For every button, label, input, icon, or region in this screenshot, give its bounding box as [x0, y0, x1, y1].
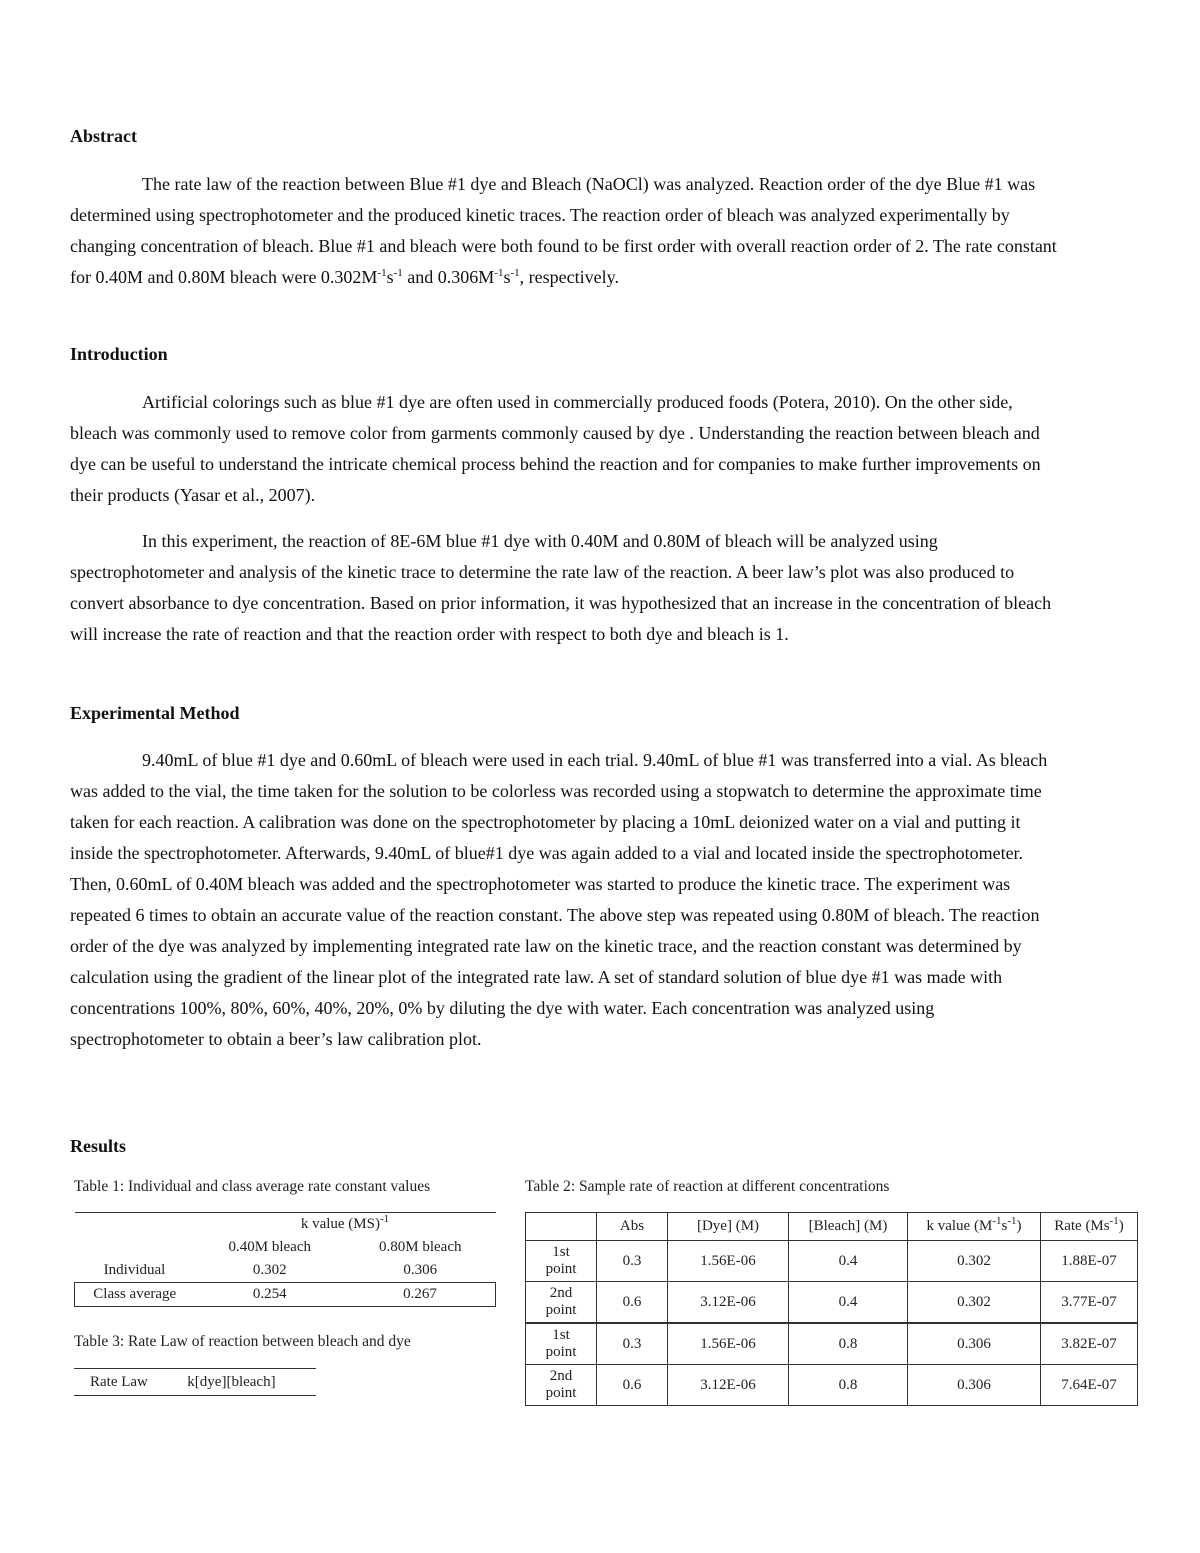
table3-label: Rate Law	[74, 1369, 181, 1396]
introduction-paragraph-1: Artificial colorings such as blue #1 dye are often used in commercially produced foods (Potera, 2010). On the other side, bleach was commonly used to remove color from garments commonly caused by dye . Understanding the reaction between bleach and dye can be useful to understand the intricate chemical process behind the reaction and for companies to make further improvements on their products (Yasar et al., 2007).	[70, 392, 1041, 505]
table2-cell: 3.82E-07	[1041, 1323, 1138, 1365]
table2-cell: 3.12E-06	[668, 1365, 789, 1406]
table2-header: [Bleach] (M)	[789, 1213, 908, 1241]
table1-row-label: Individual	[103, 1262, 166, 1278]
table2-cell: 0.4	[789, 1282, 908, 1324]
table2-cell: 0.3	[597, 1323, 668, 1365]
table2-row-label: 2nd point	[526, 1282, 597, 1324]
table2-cell: 0.8	[789, 1323, 908, 1365]
results-heading: Results	[70, 1136, 127, 1156]
method-heading: Experimental Method	[70, 703, 240, 723]
table2-cell: 0.4	[789, 1241, 908, 1282]
table2-row-label: 1st point	[526, 1323, 597, 1365]
table2-header: Abs	[597, 1213, 668, 1241]
table1-row-label: Class average	[75, 1283, 195, 1307]
table2-row-label: 2nd point	[526, 1365, 597, 1406]
table1-cell: 0.302	[252, 1262, 287, 1278]
table2-header: Rate $(Ms^{-1})$	[1041, 1213, 1138, 1241]
introduction-paragraph-2: In this experiment, the reaction of 8E-6M blue #1 dye with 0.40M and 0.80M of bleach will be analyzed using spectrophotometer and analysis of the kinetic trace to determine the rate law of the reaction. A beer law’s plot was also produced to convert absorbance to dye concentration. Based on prior information, it was hypothesized that an increase in the concentration of bleach will increase the rate of reaction and that the reaction order with respect to both dye and bleach is 1.	[70, 531, 1052, 644]
table1-cell: 0.254	[195, 1283, 346, 1307]
table2-cell: 3.77E-07	[1041, 1282, 1138, 1324]
table3-caption: Table 3: Rate Law of reaction between bleach and dye	[74, 1333, 411, 1350]
table2-cell: 1.56E-06	[668, 1241, 789, 1282]
table2-cell: 1.56E-06	[668, 1323, 789, 1365]
table2-cell: 0.3	[597, 1241, 668, 1282]
table2-cell: 3.12E-06	[668, 1282, 789, 1324]
table2-reaction-rates	[525, 1212, 1138, 1406]
table1-empty-cell	[75, 1236, 195, 1259]
table1-group-header: k value (MS)$^{-1}$	[195, 1213, 496, 1237]
table2-row-label: 1st point	[526, 1241, 597, 1282]
table1-col-header: 0.40M bleach	[228, 1239, 311, 1255]
table2-cell: 1.88E-07	[1041, 1241, 1138, 1282]
table1-caption: Table 1: Individual and class average rate constant values	[74, 1178, 431, 1195]
table2-cell: 7.64E-07	[1041, 1365, 1138, 1406]
table2-caption: Table 2: Sample rate of reaction at different concentrations	[525, 1178, 890, 1195]
table2-cell: 0.306	[908, 1323, 1041, 1365]
table1-col-header: 0.80M bleach	[379, 1239, 462, 1255]
table2-empty-header	[526, 1213, 597, 1241]
table2-header: [Dye] (M)	[668, 1213, 789, 1241]
table2-cell: 0.302	[908, 1282, 1041, 1324]
table3-rate-law	[74, 1368, 316, 1396]
table2-header: k value $(M^{-1}s^{-1})$	[908, 1213, 1041, 1241]
table1-cell: 0.267	[345, 1283, 496, 1307]
table1-empty-cell	[75, 1213, 195, 1237]
table1-rate-constants	[74, 1212, 496, 1307]
table2-cell: 0.8	[789, 1365, 908, 1406]
table2-cell: 0.6	[597, 1365, 668, 1406]
table2-cell: 0.6	[597, 1282, 668, 1324]
abstract-heading: Abstract	[70, 126, 137, 146]
table3-value: k[dye][bleach]	[181, 1369, 316, 1396]
table2-cell: 0.306	[908, 1365, 1041, 1406]
table2-cell: 0.302	[908, 1241, 1041, 1282]
method-paragraph: 9.40mL of blue #1 dye and 0.60mL of bleach were used in each trial. 9.40mL of blue #1 was transferred into a vial. As bleach was added to the vial, the time taken for the solution to be colorless was recorded using a stopwatch to determine the approximate time taken for each reaction. A calibration was done on the spectrophotometer by placing a 10mL deionized water on a vial and putting it inside the spectrophotometer. Afterwards, 9.40mL of blue#1 dye was again added to a vial and located inside the spectrophotometer. Then, 0.60mL of 0.40M bleach was added and the spectrophotometer was started to produce the kinetic trace. The experiment was repeated 6 times to obtain an accurate value of the reaction constant. The above step was repeated using 0.80M of bleach. The reaction order of the dye was analyzed by implementing integrated rate law on the kinetic trace, and the reaction constant was determined by calculation using the gradient of the linear plot of the integrated rate law. A set of standard solution of blue dye #1 was made with concentrations 100%, 80%, 60%, 40%, 20%, 0% by diluting the dye with water. Each concentration was analyzed using spectrophotometer to obtain a beer’s law calibration plot.	[70, 750, 1048, 1049]
table1-cell: 0.306	[403, 1262, 438, 1278]
abstract-body: The rate law of the reaction between Blue #1 dye and Bleach (NaOCl) was analyzed. Reaction order of the dye Blue #1 was determined using spectrophotometer and the produced kinetic traces. The reaction order of bleach was analyzed experimentally by changing concentration of bleach. Blue #1 and bleach were both found to be first order with overall reaction order of 2. The rate constant for 0.40M and 0.80M bleach were $0.302M^{-1}s^{-1}$ and $0.306M^{-1}s^{-1}$, respectively.	[70, 174, 1057, 287]
introduction-heading: Introduction	[70, 344, 168, 364]
